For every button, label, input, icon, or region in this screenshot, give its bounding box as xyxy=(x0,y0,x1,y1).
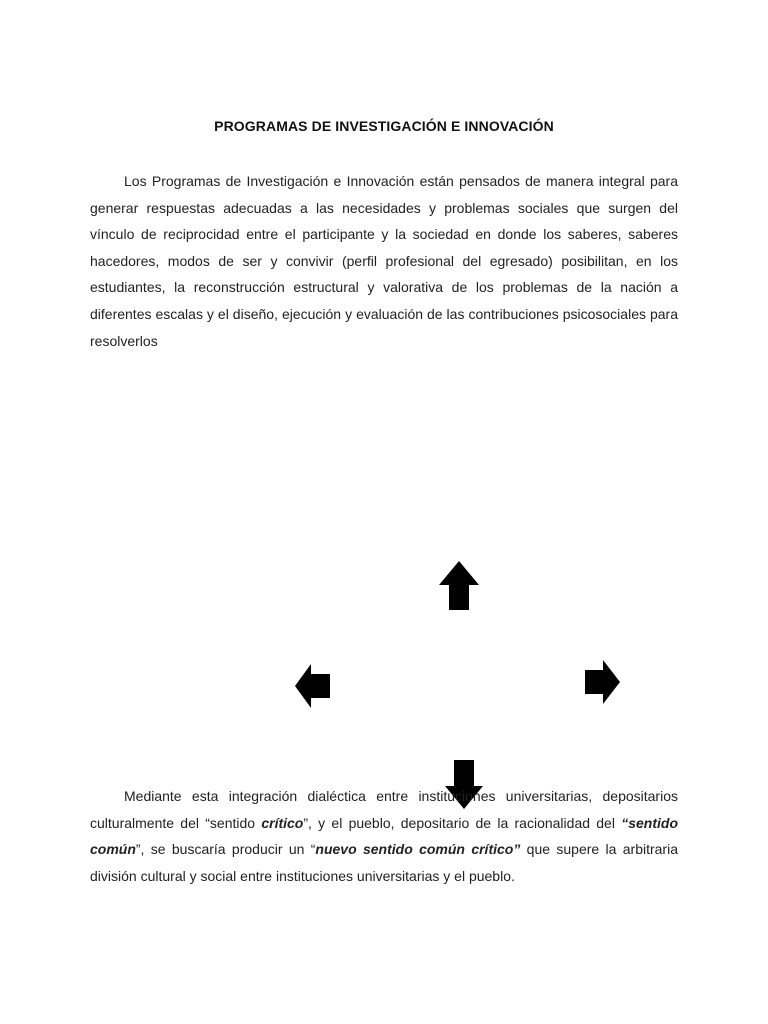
emphasis-critico: crítico xyxy=(261,814,304,831)
right-arrow-icon xyxy=(585,660,621,704)
conclusion-text-3: ”, se buscaría producir un “ xyxy=(135,841,316,858)
emphasis-sentido-comun: “sentido común xyxy=(90,814,678,858)
conclusion-text-1: Mediante esta integración dialéctica entre instituciones universitarias, depositarios culturalmente del “sentido xyxy=(90,788,678,831)
up-arrow-icon xyxy=(438,561,480,611)
conclusion-text-2: ”, y el pueblo, depositario de la racionalidad del xyxy=(303,814,622,831)
intro-paragraph: Los Programas de Investigación e Innovación están pensados de manera integral para generar respuestas adecuadas a las necesidades y problemas sociales que surgen del vínculo de reciprocidad entre el participante y la sociedad en donde los saberes, saberes hacedores, modos de ser y convivir (perfil profesional del egresado) posibilitan, en los estudiantes, la reconstrucción estructural y valorativa de los problemas de la nación a diferentes escalas y el diseño, ejecución y evaluación de las contribuciones psicosociales para resolverlos xyxy=(90,173,678,349)
left-arrow-icon xyxy=(295,664,331,708)
emphasis-nuevo-sentido: nuevo sentido común crítico” xyxy=(315,841,521,858)
page-title: PROGRAMAS DE INVESTIGACIÓN E INNOVACIÓN xyxy=(214,118,554,134)
conclusion-text-4: que supere la arbitraria división cultural y social entre instituciones universitarias y el pueblo. xyxy=(90,841,678,884)
conclusion-paragraph xyxy=(90,783,678,889)
